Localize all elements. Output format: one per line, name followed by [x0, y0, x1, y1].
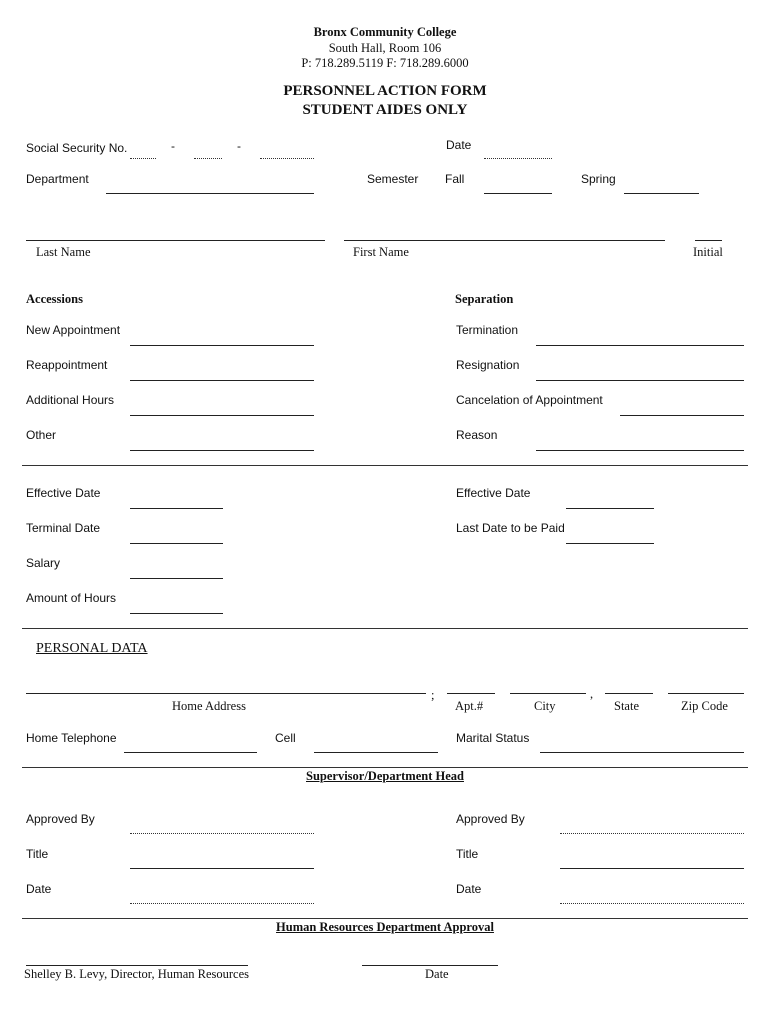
separation-effective-date-label: Effective Date: [456, 486, 531, 500]
reappointment-label: Reappointment: [26, 358, 108, 372]
date-label: Date: [446, 138, 472, 152]
hr-date-label: Date: [425, 967, 449, 981]
terminal-date-label: Terminal Date: [26, 521, 101, 535]
ssn-separator-2: -: [237, 139, 241, 153]
state-label: State: [614, 699, 639, 713]
cell-label: Cell: [275, 731, 296, 745]
reappointment-field[interactable]: [130, 380, 314, 397]
title-field[interactable]: [130, 868, 314, 885]
title-field-2[interactable]: [560, 868, 744, 885]
termination-field[interactable]: [536, 345, 744, 362]
room-info: South Hall, Room 106: [328, 41, 442, 55]
last-date-paid-field[interactable]: [566, 543, 654, 560]
divider: [22, 465, 748, 466]
zip-label: Zip Code: [681, 699, 728, 713]
first-name-label: First Name: [353, 245, 409, 259]
home-telephone-label: Home Telephone: [26, 731, 117, 745]
salary-label: Salary: [26, 556, 61, 570]
ssn-separator-1: -: [171, 139, 175, 153]
ssn-part2-field[interactable]: [194, 158, 222, 175]
address-semicolon: ;: [431, 688, 435, 702]
additional-hours-label: Additional Hours: [26, 393, 115, 407]
department-label: Department: [26, 172, 89, 186]
hr-approval-heading: Human Resources Department Approval: [276, 920, 494, 934]
supervisor-date-label-2: Date: [456, 882, 482, 896]
cancelation-field[interactable]: [620, 415, 744, 432]
semester-label: Semester: [367, 172, 419, 186]
ssn-part1-field[interactable]: [130, 158, 156, 175]
form-subtitle: STUDENT AIDES ONLY: [302, 102, 468, 118]
initial-label: Initial: [693, 245, 723, 259]
salary-field[interactable]: [130, 578, 223, 595]
separation-effective-date-field[interactable]: [566, 508, 654, 525]
title-label-2: Title: [456, 847, 479, 861]
supervisor-heading: Supervisor/Department Head: [306, 769, 464, 783]
additional-hours-field[interactable]: [130, 415, 314, 432]
divider: [22, 628, 748, 629]
other-label: Other: [26, 428, 57, 442]
city-label: City: [534, 699, 556, 713]
home-address-label: Home Address: [172, 699, 246, 713]
hr-signer-label: Shelley B. Levy, Director, Human Resources: [24, 967, 250, 981]
last-name-label: Last Name: [36, 245, 91, 259]
phone-fax: P: 718.289.5119 F: 718.289.6000: [301, 56, 469, 70]
department-field[interactable]: [106, 193, 314, 210]
resignation-label: Resignation: [456, 358, 520, 372]
marital-status-label: Marital Status: [456, 731, 530, 745]
effective-date-field[interactable]: [130, 508, 223, 525]
divider: [22, 767, 748, 768]
form-title: PERSONNEL ACTION FORM: [283, 83, 487, 99]
spring-label: Spring: [581, 172, 616, 186]
approved-by-label: Approved By: [26, 812, 95, 826]
divider: [22, 918, 748, 919]
supervisor-date-label: Date: [26, 882, 52, 896]
effective-date-label: Effective Date: [26, 486, 101, 500]
approved-by-field[interactable]: [130, 833, 314, 850]
approved-by-field-2[interactable]: [560, 833, 744, 850]
termination-label: Termination: [456, 323, 519, 337]
new-appointment-label: New Appointment: [26, 323, 121, 337]
new-appointment-field[interactable]: [130, 345, 314, 362]
terminal-date-field[interactable]: [130, 543, 223, 560]
separation-heading: Separation: [455, 292, 514, 306]
ssn-part3-field[interactable]: [260, 158, 314, 175]
fall-label: Fall: [445, 172, 465, 186]
apt-label: Apt.#: [455, 699, 484, 713]
personal-data-heading: PERSONAL DATA: [36, 641, 148, 656]
last-date-paid-label: Last Date to be Paid: [456, 521, 565, 535]
accessions-heading: Accessions: [26, 292, 83, 306]
fall-field[interactable]: [484, 193, 552, 210]
college-name: Bronx Community College: [313, 25, 457, 39]
reason-label: Reason: [456, 428, 498, 442]
amount-of-hours-label: Amount of Hours: [26, 591, 117, 605]
city-comma: ,: [590, 687, 594, 701]
cancelation-label: Cancelation of Appointment: [456, 393, 603, 407]
approved-by-label-2: Approved By: [456, 812, 525, 826]
title-label: Title: [26, 847, 49, 861]
date-field[interactable]: [484, 158, 552, 175]
ssn-label: Social Security No.: [26, 141, 128, 155]
spring-field[interactable]: [624, 193, 699, 210]
